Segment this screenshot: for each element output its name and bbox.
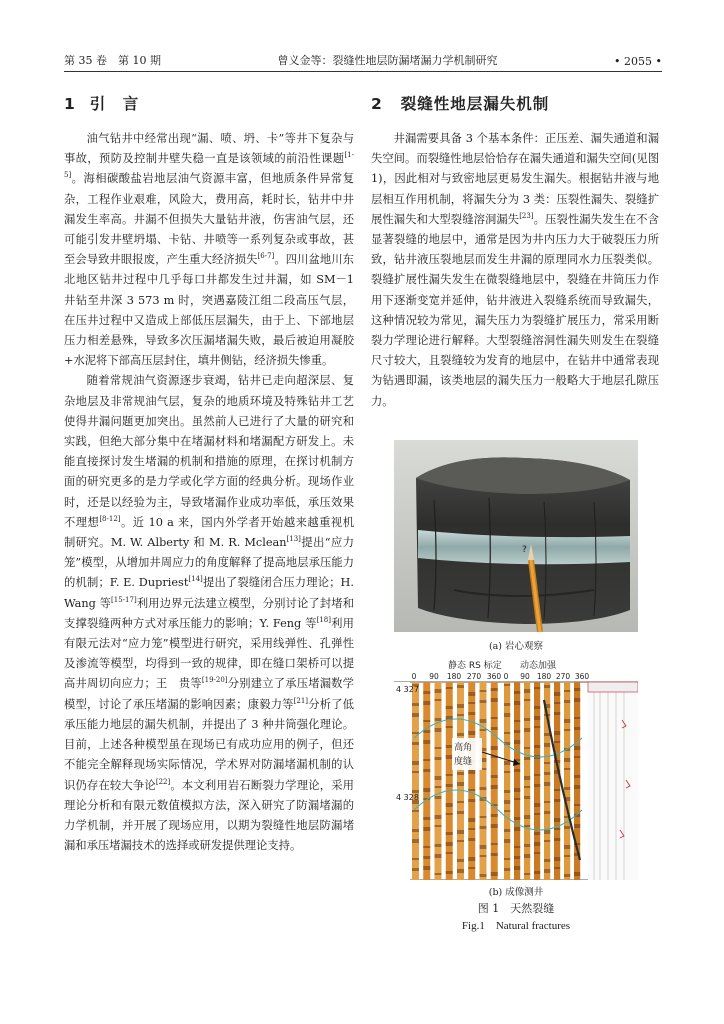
image-log-texture xyxy=(514,691,520,694)
image-log-texture xyxy=(514,798,520,800)
depth-mid: 4 328 xyxy=(396,793,419,802)
image-log-texture xyxy=(574,746,580,750)
image-log-texture xyxy=(564,700,570,703)
image-log-texture xyxy=(468,828,475,830)
image-log-texture xyxy=(446,803,453,807)
image-log-texture xyxy=(468,692,475,696)
image-log-texture xyxy=(564,855,570,857)
image-log-texture xyxy=(435,757,442,760)
image-log-texture xyxy=(524,796,530,799)
image-log-texture xyxy=(524,825,530,827)
image-log-texture xyxy=(504,684,510,686)
image-log-texture xyxy=(491,785,498,789)
image-log-texture xyxy=(457,811,464,814)
intro-paragraph-2: 随着常规油气资源逐步衰竭，钻井已走向超深层、复杂地层及非常规油气层，复杂的地质环境及特殊钻井工艺使得井漏问题更加突出。虽然前人已进行了大量的研究和实践，但绝大部分集中在堵漏材料和堵漏配方研发上。未能直接探讨发生堵漏的机制和措施的原理，在探讨机制方面的研究更多的是力学或化学方面的经典分析。现场作业时，还是以经验为主，导致堵漏作业成功率低，承压效果不理想[8-12]。近 10 a 来，国内外学者开始越来越重视机制研究。M. W. Alberty 和 M. R. Mclean[13]提出“应力笼”模型，从增加井周应力的角度解释了提高地层承压能力的机制；F. E. Dupriest[14]提出了裂缝闭合压力理论；H. Wang 等[15-17]利用边界元法建立模型，分别讨论了封堵和支撑裂缝两种方式对承压能力的影响；Y. Feng 等[18]利用有限元法对“应力笼”模型进行研究，采用线弹性、孔弹性及渗流等模型，均得到一致的规律，即在缝口架桥可以提高井周切向应力；王 贵等[19-20]分别建立了承压堵漏数学模型，讨论了承压堵漏的影响因素；康毅力等[21]分析了低承压能力地层的漏失机制，并提出了 3 种井筒强化理论。目前，上述各种模型虽在现场已有成功应用的例子，但还不能完全解释现场实际情况，学术界对防漏堵漏机制的认识仍存在较大争论[22]。本文利用岩石断裂力学理论，采用理论分析和有限元数值模拟方法，深入研究了防漏堵漏的力学机制，并开展了现场应用，以期为裂缝性地层防漏堵漏和承压堵漏技术的选择或研发提供理论支持。 xyxy=(64,374,354,853)
image-log-texture xyxy=(446,784,453,787)
image-log-texture xyxy=(457,840,464,842)
page-number: • 2055 • xyxy=(614,55,662,68)
image-log-texture xyxy=(574,824,580,828)
image-log-pad xyxy=(504,682,510,880)
image-log-texture xyxy=(423,769,430,772)
image-log-texture xyxy=(554,692,560,696)
image-log-texture xyxy=(412,771,419,773)
image-log-texture xyxy=(554,799,560,802)
image-log-texture xyxy=(524,873,530,875)
image-log-texture xyxy=(446,832,453,835)
image-log-texture xyxy=(446,687,453,689)
tick-label: 180 xyxy=(446,672,462,681)
image-log-texture xyxy=(564,719,570,723)
image-log-texture xyxy=(491,727,498,730)
image-log-texture xyxy=(504,839,510,843)
image-log-texture xyxy=(446,852,453,854)
image-log-pad xyxy=(435,682,442,880)
image-log-graphic xyxy=(394,660,638,880)
image-log-texture xyxy=(468,731,475,735)
image-log-texture xyxy=(544,762,550,764)
image-log-texture xyxy=(574,717,580,719)
citation-marker: [18] xyxy=(316,616,331,625)
image-log-texture xyxy=(446,706,453,709)
image-log-texture xyxy=(554,712,560,715)
image-log-texture xyxy=(435,689,442,693)
image-log-texture xyxy=(534,716,540,720)
image-log-texture xyxy=(435,854,442,858)
image-log-texture xyxy=(480,816,487,818)
citation-marker: [23] xyxy=(519,212,534,221)
image-log-pad xyxy=(554,682,560,880)
image-log-texture xyxy=(480,855,487,857)
image-log-texture xyxy=(524,699,530,701)
image-log-texture xyxy=(524,728,530,732)
image-log-texture xyxy=(423,856,430,859)
image-log-texture xyxy=(412,829,419,832)
image-log-texture xyxy=(423,759,430,761)
tick-label: 270 xyxy=(555,672,571,681)
image-log-texture xyxy=(564,768,570,770)
image-log-texture xyxy=(504,810,510,812)
image-log-pad xyxy=(457,682,464,880)
image-log-texture xyxy=(491,814,498,817)
image-log-texture xyxy=(524,689,530,693)
figure-caption-a: (a) 岩心观察 xyxy=(488,641,544,652)
image-log-texture xyxy=(480,719,487,723)
image-log-texture xyxy=(423,701,430,705)
image-log-texture xyxy=(480,700,487,703)
citation-marker: [19-20] xyxy=(201,676,228,685)
image-log-texture xyxy=(480,690,487,692)
image-log-texture xyxy=(480,845,487,849)
citation-marker: [15-17] xyxy=(111,595,137,604)
image-log-texture xyxy=(468,770,475,774)
section-1-title: 引 言 xyxy=(89,95,140,113)
image-log-texture xyxy=(514,788,520,792)
image-log-texture xyxy=(457,782,464,786)
image-log-texture xyxy=(534,842,540,846)
image-log-texture xyxy=(564,787,570,790)
static-label: 静态 RS 标定 xyxy=(448,661,502,671)
image-log-texture xyxy=(534,784,540,787)
image-log-texture xyxy=(457,714,464,716)
image-log-texture xyxy=(574,804,580,806)
citation-marker: [8-12] xyxy=(99,515,121,524)
image-log-texture xyxy=(524,844,530,847)
image-log-texture xyxy=(423,846,430,848)
image-log-texture xyxy=(423,730,430,733)
image-log-texture xyxy=(534,813,540,815)
image-log-texture xyxy=(491,872,498,876)
image-log-texture xyxy=(504,771,510,773)
image-log-texture xyxy=(480,826,487,829)
image-log-texture xyxy=(564,826,570,829)
image-log-texture xyxy=(412,858,419,860)
image-log-texture xyxy=(564,758,570,762)
citation-marker: [14] xyxy=(188,575,203,584)
image-log-texture xyxy=(457,830,464,834)
image-log-pad xyxy=(468,682,475,880)
image-log-texture xyxy=(544,801,550,803)
depth-top: 4 327 xyxy=(396,685,419,694)
section-2-heading xyxy=(371,92,659,114)
image-log-texture xyxy=(514,856,520,859)
image-log-texture xyxy=(457,733,464,736)
image-log-texture xyxy=(554,702,560,704)
section-1-heading xyxy=(64,92,354,114)
image-log-texture xyxy=(544,772,550,775)
image-log-texture xyxy=(480,729,487,731)
image-log-pad xyxy=(412,682,419,880)
annotation-line-1: 高角 xyxy=(454,743,473,753)
image-log-texture xyxy=(534,706,540,709)
intro-paragraph-1: 油气钻井中经常出现“漏、喷、坍、卡”等井下复杂与事故，预防及控制井壁失稳一直是该领域的前沿性课题[1-5]。海相碳酸盐岩地层油气资源丰富，但地质条件异常复杂，工程作业艰难，风险大，费用高，耗时长，钻井中井漏发生率高。井漏不但损失大量钻井液，伤害油气层，还可能引发井壁坍塌、卡钻、井喷等一系列复杂或事故，甚至会导致井眼报废，产生重大经济损失[6-7]。四川盆地川东北地区钻井过程中几乎每口井都发生过井漏，如 SM－1 井钻至井深 3 573 m 时，突遇嘉陵江组二段高压气层，在压井过程中又造成上部低压层漏失，由于上、下部地层压力相差悬殊，导致多次压漏堵漏失败，最后被迫用凝胶+水泥将下部高压层封住，填井侧钻，经济损失惨重。 xyxy=(64,132,354,368)
image-log-texture xyxy=(446,813,453,815)
image-log-texture xyxy=(574,727,580,730)
image-log-texture xyxy=(446,871,453,874)
image-log-texture xyxy=(457,801,464,803)
image-log-texture xyxy=(544,733,550,736)
figure-title-en: Fig.1 Natural fractures xyxy=(461,920,571,932)
image-log-texture xyxy=(468,702,475,704)
volume-issue: 第 35 卷 第 10 期 xyxy=(64,54,161,67)
image-log-texture xyxy=(554,818,560,822)
citation-marker: [21] xyxy=(293,696,309,705)
running-header xyxy=(64,50,662,72)
core-photo xyxy=(394,440,638,632)
core-label: ? xyxy=(522,545,527,555)
image-log-texture xyxy=(544,859,550,862)
image-log-texture xyxy=(564,874,570,877)
image-log-texture xyxy=(544,830,550,834)
image-log-texture xyxy=(491,746,498,750)
image-log-texture xyxy=(491,824,498,828)
image-log-texture xyxy=(468,799,475,802)
tick-label: 0 xyxy=(411,672,417,681)
image-log-pad xyxy=(491,682,498,880)
image-log-texture xyxy=(534,687,540,689)
image-log-pad xyxy=(514,682,520,880)
image-log-texture xyxy=(504,829,510,832)
image-log-texture xyxy=(574,698,580,702)
tick-label: 360 xyxy=(486,672,502,681)
right-column xyxy=(371,92,659,412)
image-log-texture xyxy=(435,699,442,701)
image-log-texture xyxy=(457,704,464,708)
right-track xyxy=(588,682,638,880)
image-log-pad xyxy=(446,682,453,880)
tick-label: 90 xyxy=(520,672,530,681)
image-log-texture xyxy=(504,761,510,765)
image-log-texture xyxy=(504,713,510,717)
image-log-texture xyxy=(524,854,530,858)
section-2-paragraph: 井漏需要具备 3 个基本条件：正压差、漏失通道和漏失空间。而裂缝性地层恰恰存在漏失通道和漏失空间(见图 1)，因此相对与致密地层更易发生漏失。根据钻井液与地层相互作用机制，将漏失分为 3 类：压裂性漏失、裂缝扩展性漏失和大型裂缝溶洞漏失[23]。压裂性漏失发生在不含显著裂缝的地层中，通常是因为井内压力大于破裂压力所致，钻井液压裂地层而发生井漏的原理同水力压裂类似。裂缝扩展性漏失发生在微裂缝地层中，裂缝在井筒压力作用下逐渐变宽并延伸，钻井液进入裂缝系统而导致漏失，这种情况较为常见，漏失压力为裂缝扩展压力，常采用断裂力学理论进行解释。大型裂缝溶洞性漏失则发生在裂缝尺寸较大，且裂缝较为发育的地层中，在钻井中通常表现为钻遇即漏，该类地层的漏失压力一般略大于地层孔隙压力。 xyxy=(371,132,659,408)
image-log-texture xyxy=(544,840,550,842)
image-log-pad xyxy=(534,682,540,880)
image-log-texture xyxy=(435,825,442,827)
image-log-texture xyxy=(564,845,570,849)
image-log-texture xyxy=(504,703,510,706)
tick-label: 180 xyxy=(536,672,552,681)
image-log-texture xyxy=(544,782,550,786)
image-log-texture xyxy=(534,745,540,748)
image-log-texture xyxy=(412,839,419,843)
section-2-title: 裂缝性地层漏失机制 xyxy=(400,95,550,113)
image-log-texture xyxy=(534,852,540,854)
image-log-texture xyxy=(564,690,570,692)
image-log-texture xyxy=(514,701,520,705)
image-log-pad xyxy=(423,682,430,880)
tick-label: 360 xyxy=(574,672,590,681)
image-log-texture xyxy=(574,688,580,691)
image-log-texture xyxy=(514,866,520,870)
citation-marker: [1-5] xyxy=(64,151,354,180)
image-log-texture xyxy=(504,858,510,860)
image-log-texture xyxy=(534,803,540,807)
image-log-texture xyxy=(446,726,453,728)
figure-caption-b: (b) 成像测井 xyxy=(488,887,544,898)
image-log-texture xyxy=(412,810,419,812)
dynamic-label: 动态加强 xyxy=(520,661,557,671)
image-log-texture xyxy=(412,703,419,706)
image-log-texture xyxy=(457,772,464,775)
image-log-texture xyxy=(423,720,430,722)
image-log-texture xyxy=(446,745,453,748)
image-log-pad xyxy=(564,682,570,880)
image-log-texture xyxy=(514,769,520,772)
image-log-texture xyxy=(544,685,550,688)
image-log-texture xyxy=(524,815,530,819)
image-log-texture xyxy=(423,866,430,870)
image-log-texture xyxy=(446,842,453,846)
image-log-texture xyxy=(423,691,430,694)
image-log-texture xyxy=(554,741,560,743)
dynamic-ticks xyxy=(504,672,590,681)
image-log-texture xyxy=(554,828,560,830)
section-2-number: 2 xyxy=(371,95,383,113)
image-log-texture xyxy=(435,728,442,732)
citation-marker: [13] xyxy=(286,535,301,544)
image-log-texture xyxy=(446,774,453,776)
image-log-pad xyxy=(524,682,530,880)
image-log-texture xyxy=(544,811,550,814)
image-log-texture xyxy=(412,732,419,734)
image-log-texture xyxy=(468,712,475,715)
image-log-texture xyxy=(468,789,475,791)
image-log-texture xyxy=(457,685,464,688)
image-log-texture xyxy=(514,730,520,733)
image-log-texture xyxy=(554,857,560,861)
image-log-texture xyxy=(423,740,430,744)
image-log-texture xyxy=(491,853,498,856)
image-log-texture xyxy=(480,787,487,790)
static-ticks xyxy=(412,672,502,681)
section-1-number: 1 xyxy=(64,95,76,113)
image-log-texture xyxy=(504,790,510,793)
image-log-texture xyxy=(574,775,580,778)
image-log-texture xyxy=(435,844,442,847)
image-log-texture xyxy=(574,756,580,758)
image-log-texture xyxy=(534,726,540,728)
image-log-texture xyxy=(534,774,540,776)
image-log-texture xyxy=(491,698,498,702)
image-log-texture xyxy=(564,729,570,731)
tick-label: 0 xyxy=(503,672,509,681)
image-log-texture xyxy=(435,873,442,875)
image-log-texture xyxy=(412,742,419,745)
image-log-texture xyxy=(524,718,530,721)
image-log-texture xyxy=(435,786,442,788)
image-log-texture xyxy=(435,718,442,721)
image-log-texture xyxy=(524,786,530,788)
tick-label: 270 xyxy=(466,672,482,681)
image-log-texture xyxy=(514,740,520,744)
image-log-texture xyxy=(423,827,430,831)
image-log-texture xyxy=(435,815,442,819)
image-log-texture xyxy=(435,747,442,749)
image-log-texture xyxy=(412,713,419,717)
image-log-texture xyxy=(554,838,560,841)
image-log-texture xyxy=(491,717,498,719)
image-log-texture xyxy=(491,688,498,691)
image-log-texture xyxy=(514,720,520,722)
tick-label: 90 xyxy=(429,672,439,681)
image-log-texture xyxy=(423,817,430,820)
image-log-texture xyxy=(554,867,560,869)
image-log-texture xyxy=(446,755,453,759)
image-log-texture xyxy=(504,868,510,871)
image-log-texture xyxy=(524,757,530,760)
image-log-texture xyxy=(514,817,520,820)
image-log-texture xyxy=(435,796,442,799)
annotation-line-2: 度缝 xyxy=(454,757,473,767)
image-log-texture xyxy=(524,776,530,780)
image-log-texture xyxy=(468,867,475,869)
image-log-texture xyxy=(491,775,498,778)
image-log-texture xyxy=(491,843,498,845)
image-log-texture xyxy=(504,800,510,804)
image-log-texture xyxy=(574,872,580,876)
image-log-texture xyxy=(468,857,475,861)
image-log-texture xyxy=(534,871,540,874)
citation-marker: [6-7] xyxy=(257,252,275,261)
image-log-texture xyxy=(544,869,550,873)
image-log-texture xyxy=(534,832,540,835)
left-column xyxy=(64,92,354,856)
running-title: 曾义金等：裂缝性地层防漏堵漏力学机制研究 xyxy=(277,54,498,67)
image-log-texture xyxy=(457,869,464,873)
image-log-texture xyxy=(412,761,419,765)
core-photo-graphic xyxy=(394,440,638,632)
image-log-texture xyxy=(544,743,550,747)
image-log-texture xyxy=(554,731,560,735)
image-log-texture xyxy=(412,868,419,871)
image-log-pad xyxy=(480,682,487,880)
figure-title-cn: 图 1 天然裂缝 xyxy=(477,902,555,915)
image-log-texture xyxy=(435,776,442,780)
citation-marker: [22] xyxy=(155,777,171,786)
image-log-texture xyxy=(468,838,475,841)
image-log xyxy=(394,660,638,880)
image-log-texture xyxy=(480,874,487,877)
image-log-texture xyxy=(554,789,560,791)
image-log-texture xyxy=(514,827,520,831)
image-log-texture xyxy=(423,788,430,792)
image-log-texture xyxy=(468,818,475,822)
image-log-texture xyxy=(457,859,464,862)
image-log-texture xyxy=(574,785,580,789)
image-log-texture xyxy=(504,732,510,734)
image-log-texture xyxy=(524,747,530,749)
image-log-texture xyxy=(514,846,520,848)
